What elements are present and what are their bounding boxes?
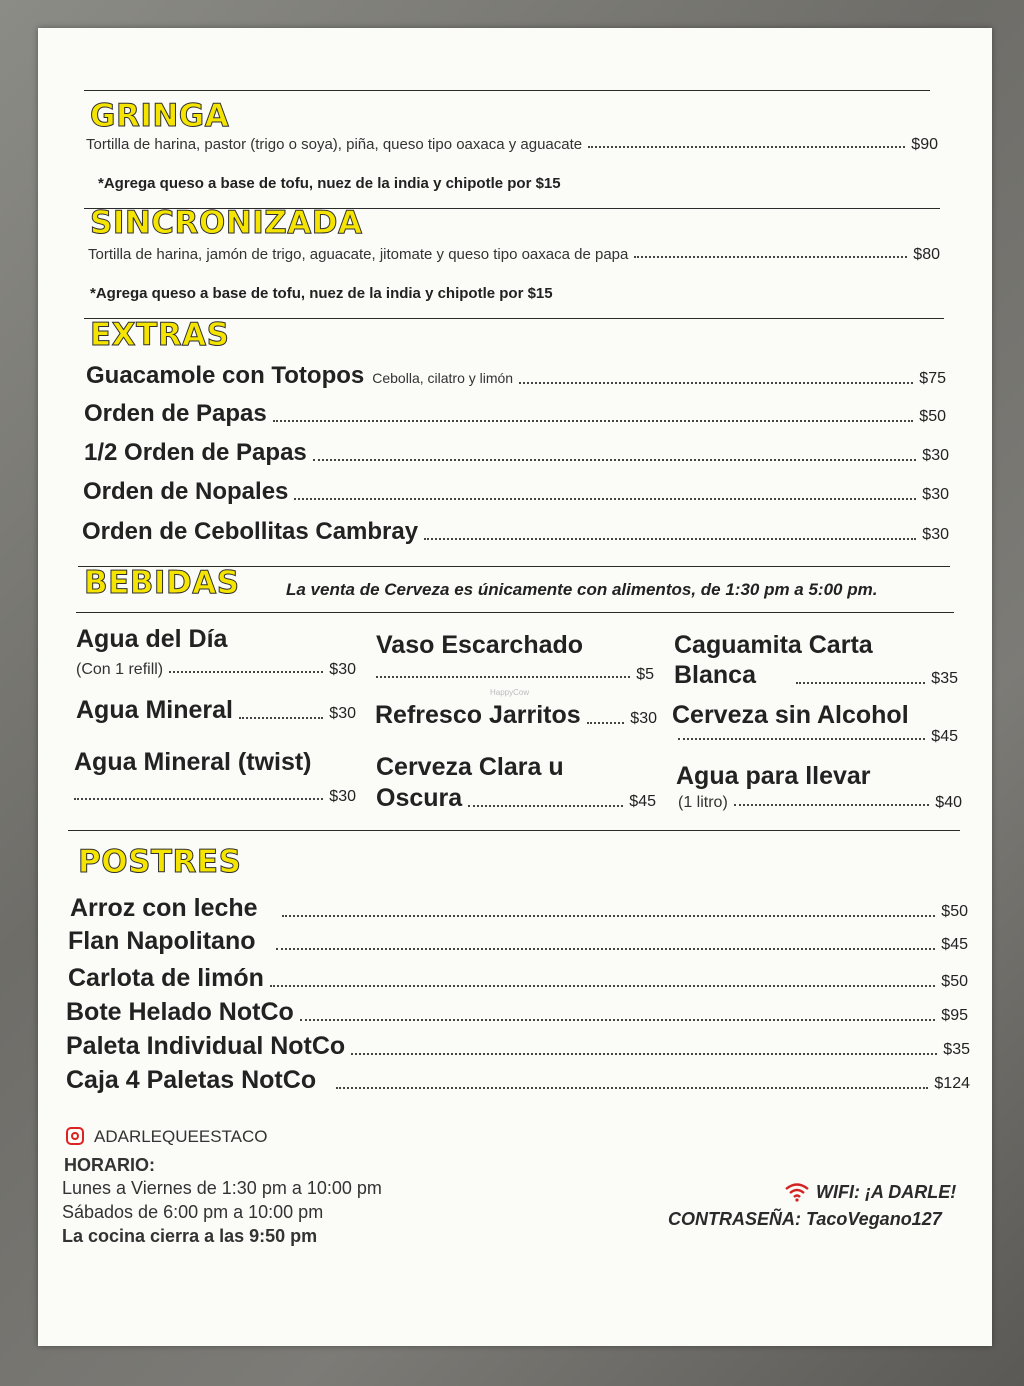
leader-dots (300, 1019, 936, 1021)
extras-item (82, 518, 949, 546)
bebidas-note: La venta de Cerveza es únicamente con alimentos, de 1:30 pm a 5:00 pm. (286, 580, 878, 599)
watermark: HappyCow (490, 688, 530, 697)
drink-price: $30 (329, 705, 356, 722)
section-title-sincronizada: SINCRONIZADA (90, 205, 363, 241)
item-price: $50 (919, 408, 946, 425)
divider (68, 830, 960, 831)
leader-dots (351, 1053, 937, 1055)
item-price: $30 (922, 526, 949, 543)
drink-price: $45 (931, 728, 958, 745)
section-title-postres: POSTRES (78, 844, 242, 880)
postre-item (70, 894, 968, 923)
drink-row (674, 661, 958, 690)
item-name: Caja 4 Paletas NotCo (66, 1066, 317, 1094)
drink-price: $35 (931, 670, 958, 687)
item-price: $50 (941, 973, 968, 990)
hours-saturday: Sábados de 6:00 pm a 10:00 pm (62, 1202, 324, 1222)
item-name: 1/2 Orden de Papas (84, 439, 307, 466)
leader-dots (424, 538, 916, 540)
leader-dots (734, 804, 930, 806)
postre-item (66, 1066, 970, 1095)
postre-item (66, 998, 968, 1027)
divider (76, 612, 954, 613)
item-price: $75 (919, 370, 946, 387)
divider (84, 90, 930, 91)
leader-dots (678, 738, 925, 740)
item-price: $124 (934, 1075, 970, 1092)
item-name: Paleta Individual NotCo (66, 1032, 346, 1060)
leader-dots (270, 985, 935, 987)
hours-weekdays: Lunes a Viernes de 1:30 pm a 10:00 pm (62, 1178, 382, 1198)
item-name: Orden de Cebollitas Cambray (82, 518, 419, 545)
item-price: $30 (922, 486, 949, 503)
item-name: Arroz con leche (70, 894, 258, 922)
item-name: Orden de Nopales (83, 478, 289, 505)
drink-row (678, 794, 962, 812)
leader-dots (273, 420, 914, 422)
item-name: Orden de Papas (84, 400, 267, 427)
drink-row (376, 784, 656, 813)
drink-price: $45 (629, 793, 656, 810)
wifi-name: WIFI: ¡A DARLE! (816, 1182, 957, 1202)
item-price: $45 (941, 936, 968, 953)
drink-name: Agua Mineral (twist) (74, 748, 312, 776)
leader-dots (336, 1087, 928, 1089)
gringa-description: Tortilla de harina, pastor (trigo o soya), piña, queso tipo oaxaca y aguacate (86, 136, 583, 153)
sincronizada-row (88, 246, 940, 264)
drink-price: $5 (636, 666, 654, 683)
drink-name: Agua del Día (76, 625, 228, 653)
extras-item (83, 478, 949, 506)
leader-dots (169, 671, 323, 673)
sincronizada-description: Tortilla de harina, jamón de trigo, aguacate, jitomate y queso tipo oaxaca de papa (88, 246, 629, 263)
leader-dots (282, 915, 936, 917)
leader-dots (313, 459, 917, 461)
item-name: Carlota de limón (68, 964, 264, 992)
drink-row (678, 728, 958, 746)
postre-item (68, 964, 968, 993)
section-title-bebidas: BEBIDAS (84, 565, 240, 601)
drink-subtext: (Con 1 refill) (76, 661, 164, 678)
wifi-password: CONTRASEÑA: TacoVegano127 (668, 1209, 942, 1229)
extras-item (84, 400, 946, 428)
gringa-price: $90 (911, 136, 938, 153)
item-subtext: Cebolla, cilatro y limón (372, 370, 514, 386)
postre-item (68, 927, 968, 956)
leader-dots (294, 498, 916, 500)
drink-name: Agua para llevar (676, 762, 871, 790)
drink-price: $30 (630, 710, 657, 727)
sincronizada-price: $80 (913, 246, 940, 263)
leader-dots (74, 798, 323, 800)
drink-name: Vaso Escarchado (376, 631, 584, 659)
item-price: $30 (922, 447, 949, 464)
extras-item (84, 439, 949, 467)
drink-price: $30 (329, 661, 356, 678)
instagram-handle: ADARLEQUEESTACO (94, 1127, 268, 1146)
item-price: $35 (943, 1041, 970, 1058)
drink-name: Refresco Jarritos (375, 701, 581, 729)
item-price: $95 (941, 1007, 968, 1024)
gringa-row (86, 136, 938, 154)
wifi-icon (784, 1182, 810, 1202)
drink-name: Oscura (376, 784, 463, 812)
drink-subtext: (1 litro) (678, 794, 728, 811)
leader-dots (519, 382, 913, 384)
extras-item (86, 362, 946, 390)
drink-price: $30 (329, 788, 356, 805)
horario-label: HORARIO: (64, 1155, 155, 1175)
leader-dots (376, 676, 630, 678)
instagram-icon (66, 1127, 84, 1145)
item-name: Bote Helado NotCo (66, 998, 294, 1026)
section-title-gringa: GRINGA (90, 98, 230, 134)
drink-name: Cerveza sin Alcohol (672, 701, 909, 729)
drink-row (74, 788, 356, 806)
drink-name: Blanca (674, 661, 756, 689)
drink-name: Caguamita Carta (674, 631, 873, 659)
menu-sheet (38, 28, 992, 1346)
leader-dots (587, 722, 625, 724)
leader-dots (796, 682, 925, 684)
drink-price: $40 (935, 794, 962, 811)
drink-name: Agua Mineral (76, 696, 233, 724)
leader-dots (276, 948, 936, 950)
postre-item (66, 1032, 970, 1061)
item-name: Flan Napolitano (68, 927, 256, 955)
drink-row (375, 701, 657, 730)
drink-row (376, 666, 654, 684)
leader-dots (588, 146, 905, 148)
leader-dots (239, 717, 323, 719)
gringa-note: *Agrega queso a base de tofu, nuez de la india y chipotle por $15 (98, 175, 561, 192)
leader-dots (634, 256, 907, 258)
section-title-extras: EXTRAS (90, 317, 230, 353)
drink-name: Cerveza Clara u (376, 753, 564, 781)
drink-row (76, 696, 356, 725)
item-price: $50 (941, 903, 968, 920)
leader-dots (468, 805, 623, 807)
kitchen-closing: La cocina cierra a las 9:50 pm (62, 1226, 318, 1246)
item-name: Guacamole con Totopos (86, 362, 365, 389)
sincronizada-note: *Agrega queso a base de tofu, nuez de la india y chipotle por $15 (90, 285, 553, 302)
drink-row (76, 661, 356, 679)
